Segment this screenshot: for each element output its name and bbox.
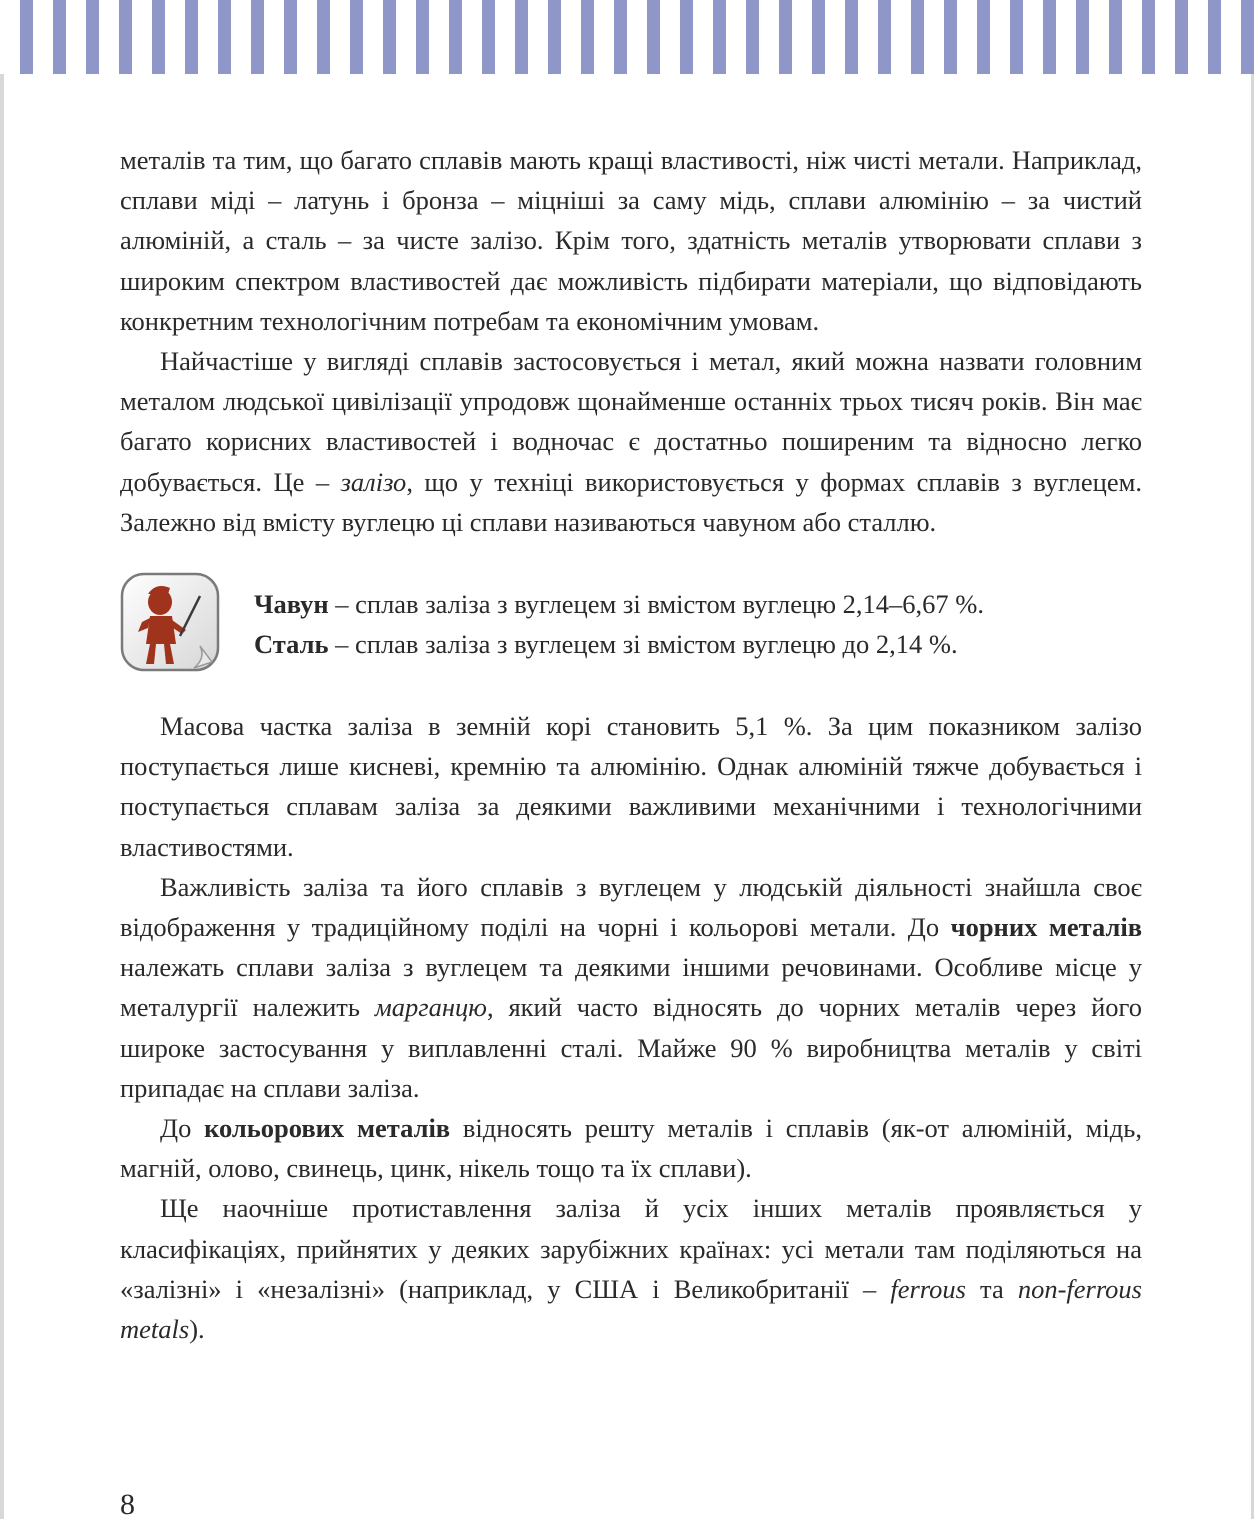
paragraph-3: Масова частка заліза в земній корі становить 5,1 %. За цим показником залізо поступається лише кисневі, кремнію та алюмінію. Однак алюміній тяжче добувається і поступається сплавам заліза за деякими важливими механічними і технологічними властивостями. [120,711,1142,862]
term-ferrous-metals-bold: чорних металів [950,912,1143,943]
term-nonferrous-italic: non-ferrous metals [120,1273,1142,1345]
term-ferrous-italic: ferrous [890,1273,966,1304]
header-stripe-band [0,0,1254,74]
definition-steel: Сталь – сплав заліза з вуглецем зі вмістом вуглецю до 2,14 %. [254,629,958,660]
teacher-pointer-icon [120,572,220,672]
paragraph-1: металів та тим, що багато сплавів мають кращі властивості, ніж чисті метали. Наприклад, сплави міді – латунь і бронза – міцніші за саму мідь, сплави алюмінію – за чистий алюміній, а сталь – за чисте залізо. Крім того, здатність металів утворювати сплави з широким спектром властивостей дає можливість підбирати матеріали, що відповідають конкретним технологічним потребам та економічним умовам. [120,145,1142,336]
paragraph-2: Найчастіше у вигляді сплавів застосовується і метал, який можна назвати головним металом людської цивілізації упродовж щонайменше останніх трьох тисяч років. Він має багато корисних властивостей і водночас є достатньо поширеним та відносно легко добувається. Це – залізо, що у техніці використовується у формах сплавів з вуглецем. Залежно від вмісту вуглецю ці сплави називаються чавуном або сталлю. [120,346,1142,537]
page-number: 8 [120,1488,135,1521]
term-manganese-italic: марганцю [374,992,487,1023]
paragraph-4: Важливість заліза та його сплавів з вуглецем у людській діяльності знайшла своє відображення у традиційному поділі на чорні і кольорові метали. До чорних металів належать сплави заліза з вуглецем та деякими іншими речовинами. Особливе місце у металургії належить марганцю, який часто відносять до чорних металів через його широке застосування у виплавленні сталі. Майже 90 % виробництва металів у світі припадає на сплави заліза. [120,871,1143,1103]
definition-block [120,570,1142,674]
definition-lines [254,584,1154,664]
term-nonferrous-metals-bold: кольорових металів [204,1113,451,1144]
page-content [120,140,1142,1349]
paragraph-5: До кольорових металів відносять решту металів і сплавів (як-от алюміній, мідь, магній, олово, свинець, цинк, нікель тощо та їх сплави). [120,1113,1142,1184]
paragraph-6: Ще наочніше протиставлення заліза й усіх інших металів проявляється у класифікаціях, прийнятих у деяких зарубіжних країнах: усі метали там поділяються на «залізні» і «незалізні» (наприклад, у США і Великобританії – ferrous та non-ferrous metals). [120,1193,1142,1345]
definition-cast-iron: Чавун – сплав заліза з вуглецем зі вмістом вуглецю 2,14–6,67 %. [254,589,984,620]
term-iron-italic: залізо [340,466,407,497]
